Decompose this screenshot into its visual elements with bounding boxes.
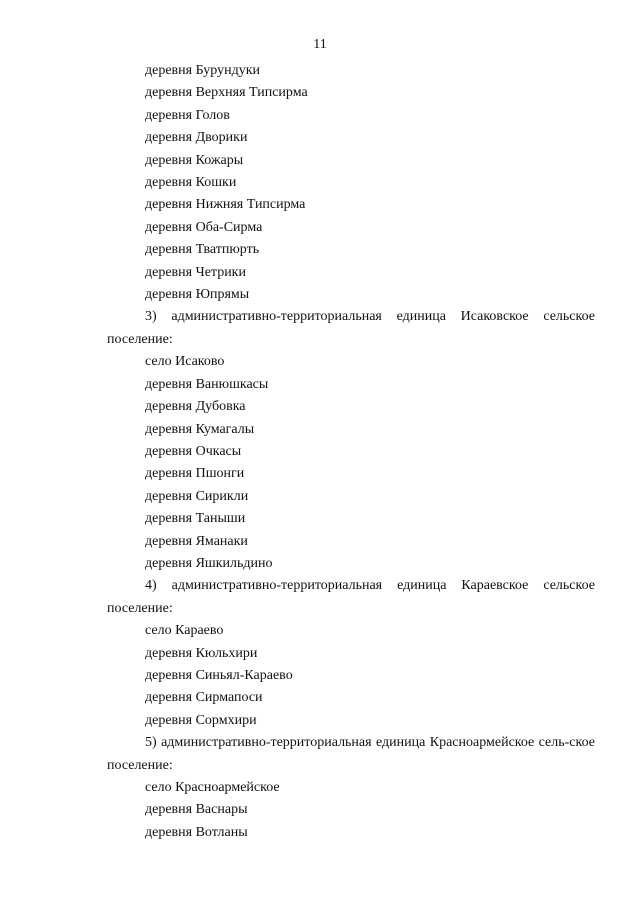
settlement-list-item: село Красноармейское <box>145 780 280 795</box>
settlement-list-item: деревня Кожары <box>145 152 244 168</box>
settlement-list-item: деревня Яманаки <box>145 533 248 549</box>
document-body <box>107 60 595 844</box>
settlement-list-item: село Караево <box>145 623 224 639</box>
settlement-list-item: деревня Дворики <box>145 130 248 146</box>
settlement-list-item: деревня Ванюшкасы <box>145 376 269 392</box>
settlement-list-item: деревня Вотланы <box>145 824 248 840</box>
settlement-list-item: деревня Пшонги <box>145 466 245 482</box>
settlement-list-item: деревня Сирикли <box>145 488 249 504</box>
settlement-list-item: деревня Кумагалы <box>145 421 255 437</box>
settlement-list-item: деревня Васнары <box>145 802 248 818</box>
settlement-list-item: деревня Верхняя Типсирма <box>145 85 308 101</box>
settlement-list-item: деревня Тватпюрть <box>145 242 260 258</box>
section-heading: 5) административно-территориальная единица Красноармейское сель-ское поселение: <box>107 735 595 773</box>
section-heading: 3) административно-территориальная единица Исаковское сельское поселение: <box>107 309 595 347</box>
settlement-list-item: деревня Бурундуки <box>145 63 261 78</box>
settlement-list-item: деревня Синьял-Караево <box>145 667 293 683</box>
settlement-list-item: деревня Сормхири <box>145 712 257 728</box>
settlement-list-item: деревня Кюльхири <box>145 645 258 661</box>
settlement-list-item: деревня Оба-Сирма <box>145 219 263 235</box>
settlement-list-item: деревня Четрики <box>145 264 246 280</box>
settlement-list-item: деревня Юпрямы <box>145 287 250 303</box>
settlement-list-item: деревня Дубовка <box>145 399 246 415</box>
settlement-list-item: село Исаково <box>145 354 225 370</box>
section-heading: 4) административно-территориальная единица Караевское сельское поселение: <box>107 578 595 616</box>
settlement-list-item: деревня Таныши <box>145 511 246 527</box>
page-number: 11 <box>313 37 327 52</box>
settlement-list-item: деревня Сирмапоси <box>145 690 263 706</box>
settlement-list-item: деревня Яшкильдино <box>145 555 273 571</box>
settlement-list-item: деревня Голов <box>145 107 230 123</box>
settlement-list-item: деревня Нижняя Типсирма <box>145 197 306 213</box>
settlement-list-item: деревня Очкасы <box>145 443 242 459</box>
settlement-list-item: деревня Кошки <box>145 175 237 191</box>
